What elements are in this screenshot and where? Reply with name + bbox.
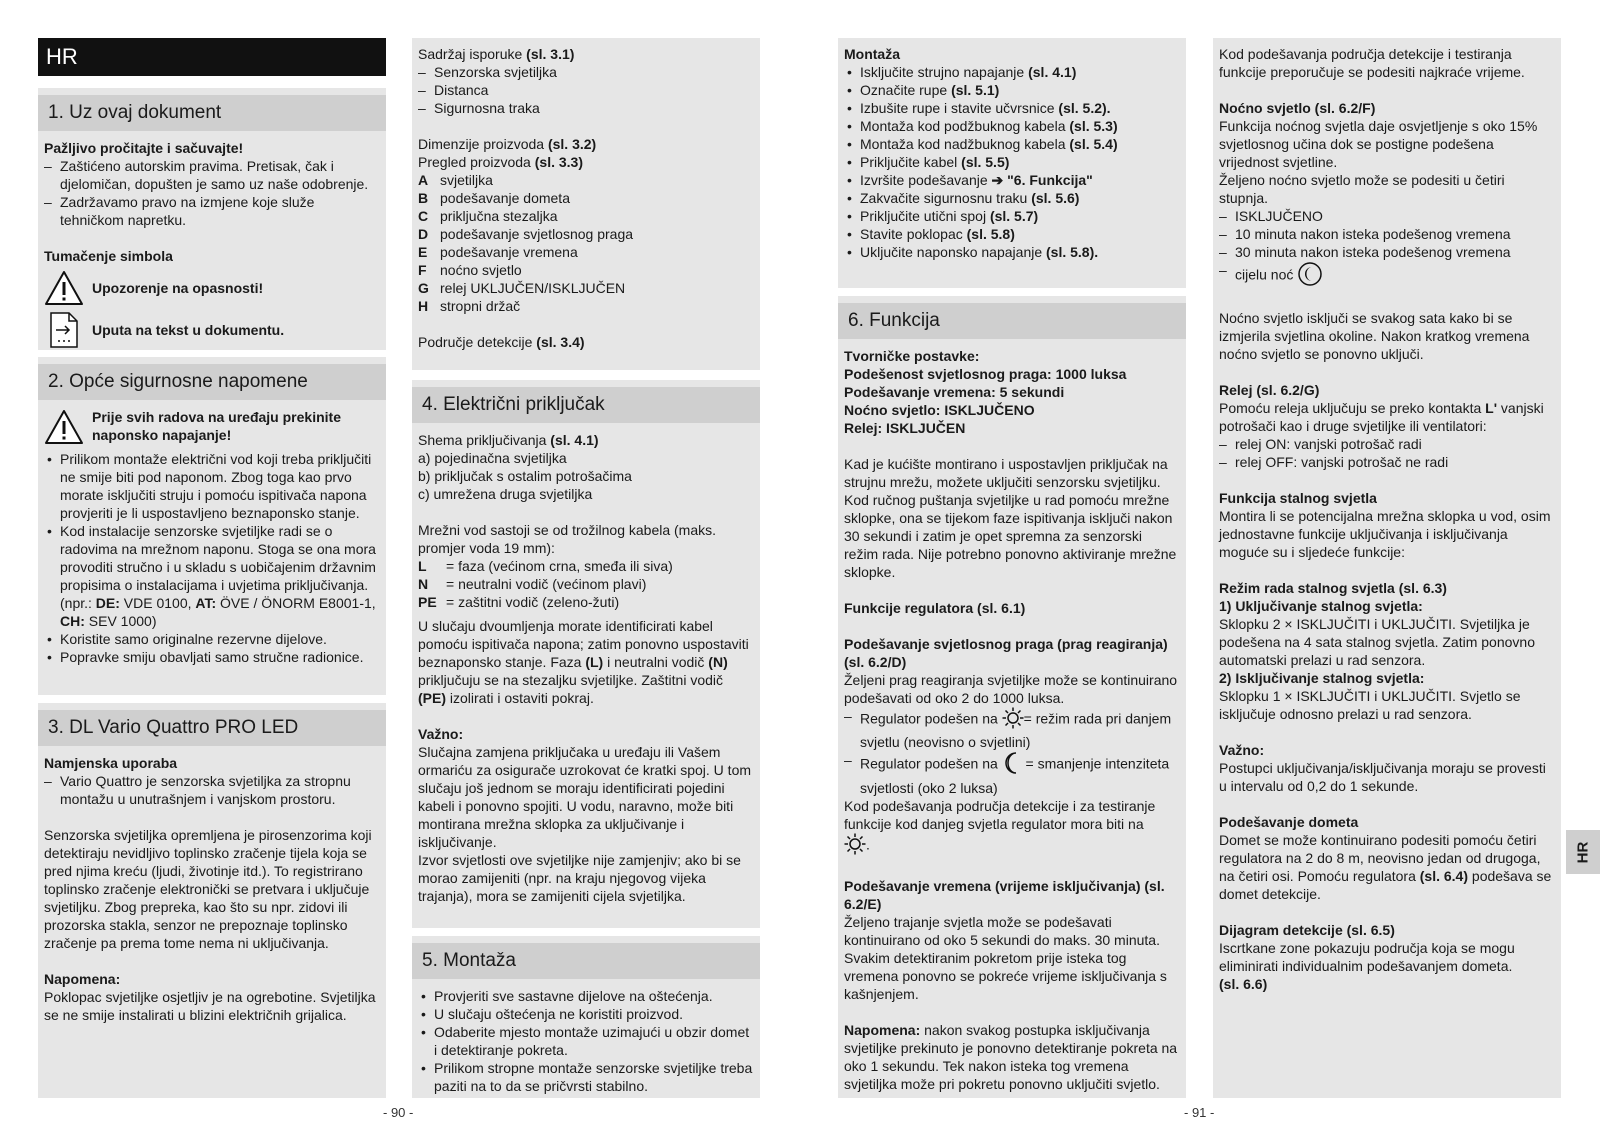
- language-side-tab: HR: [1566, 830, 1600, 874]
- symbol-warning: Upozorenje na opasnosti!: [44, 269, 380, 307]
- delivery-list: – Senzorska svjetiljka – Distanca – Sigurnosna traka: [418, 63, 754, 117]
- section-title: 3. DL Vario Quattro PRO LED: [38, 710, 386, 746]
- warning-triangle-icon: [44, 408, 84, 446]
- mount-step-list: • Isključite strujno napajanje (sl. 4.1) • Označite rupe (sl. 5.1) • Izbušite rupe i stavite učvrsnice (sl. 5.2). • Montaža kod podžbuknog kabela (sl. 5.3) • Montaža kod nadžbuknog kabela (sl. 5.4) • Priključite kabel (sl. 5.5) • Izvršite podešavanje ➔ "6. Funkcija" • Zakvačite sigurnosnu traku (sl. 5.6) • Priključite utični spoj (sl. 5.7) • Stavite poklopac (sl. 5.8) • Uključite naponsko napajanje (sl. 5.8).: [844, 63, 1180, 261]
- section-mount-steps: Montaža • Isključite strujno napajanje (sl. 4.1) • Označite rupe (sl. 5.1) • Izbušite rupe i stavite učvrsnice (sl. 5.2). • Montaža kod podžbuknog kabela (sl. 5.3) • Montaža kod nadžbuknog kabela (sl. 5.4) • Priključite kabel (sl. 5.5) • Izvršite podešavanje ➔ "6. Funkcija" • Zakvačite sigurnosnu traku (sl. 5.6) • Priključite utični spoj (sl. 5.7) • Stavite poklopac (sl. 5.8) • Uključite naponsko napajanje (sl. 5.8).: [838, 38, 1186, 288]
- copyright-list: – Zaštićeno autorskim pravima. Pretisak, čak i djelomičan, dopušten je samo uz naše odobrenje. – Zadržavamo pravo na izmjene koje služe tehničkom napretku.: [44, 157, 380, 229]
- section-scope: Sadržaj isporuke (sl. 3.1) – Senzorska svjetiljka – Distanca – Sigurnosna traka Dimenzije proizvoda (sl. 3.2) Pregled proizvoda (sl. 3.3) A svjetiljka B podešavanje dometa C priključna stezaljka D podešavanje svjetlosnog praga E podešavanje vremena F noćno svjetlo G relej UKLJUČEN/ISKLJUČEN H stropni držač Područje detekcije (sl. 3.4): [412, 38, 760, 370]
- section-title: 1. Uz ovaj dokument: [38, 95, 386, 131]
- mounting-checks: • Provjeriti sve sastavne dijelove na oštećenja. • U slučaju oštećenja ne koristiti proizvod. • Odaberite mjesto montaže uzimajući u obzir domet i detektiranje pokreta. • Prilikom stropne montaže senzorske svjetiljke treba paziti na to da se pričvrsti stabilno.: [418, 987, 754, 1095]
- sun-icon: [1002, 707, 1024, 733]
- page-number-left: - 90 -: [383, 1105, 414, 1120]
- section-mounting: [412, 936, 760, 1098]
- section-function-cont: Kod podešavanja područja detekcije i testiranja funkcije preporučuje se podesiti najkraće vrijeme. Noćno svjetlo (sl. 6.2/F) Funkcija noćnog svjetla daje osvjetljenje s oko 15% svjetlosnog učina dok se postigne podešena vrijednost svjetline. Željeno noćno svjetlo može se podesiti u četiri stupnja. – ISKLJUČENO – 10 minuta nakon isteka podešenog vremena – 30 minuta nakon isteka podešenog vremena – cijelu noć Noćno svjetlo isključi se svakog sata kako bi se izmjerila svjetlina okoline. Nakon kratkog vremena noćno svjetlo se ponovno uključi. Relej (sl. 6.2/G) Pomoću releja uključuju se preko kontakta L' vanjski potrošači kao i druge svjetiljke ili ventilatori: – relej ON: vanjski potrošač radi – relej OFF: vanjski potrošač ne radi Funkcija stalnog svjetla Montira li se potencijalna mrežna sklopka u vod, osim jednostavne funkcije uključivanja i isključivanja moguće su i sljedeće funkcije: Režim rada stalnog svjetla (sl. 6.3) 1) Uključivanje stalnog svjetla: Sklopku 2 × ISKLJUČITI i UKLJUČITI. Svjetiljka je podešena na 4 sata stalnog svjetla. Zatim ponovno automatski prelazi u rad senzora. 2) Isključivanje stalnog svjetla: Sklopku 1 × ISKLJUČITI i UKLJUČITI. Svjetlo se isključuje odnosno prelazi u rad senzora. Važno: Postupci uključivanja/isključivanja moraju se provesti u intervalu od 0,2 do 1 sekunde. Podešavanje dometa Domet se može kontinuirano podesiti pomoću četiri regulatora na 2 do 8 m, neovisno jedan od drugoga, na četiri osi. Pomoću regulatora (sl. 6.4) podešava se domet detekcije. Dijagram detekcije (sl. 6.5) Iscrtkane zone pokazuju područja koja se mogu eliminirati individualnim podešavanjem dometa. (sl. 6.6): [1213, 38, 1561, 1098]
- section-document: 1. Uz ovaj dokument Pažljivo pročitajte i sačuvajte! – Zaštićeno autorskim pravima. Pretisak, čak i djelomičan, dopušten je samo uz naše odobrenje. – Zadržavamo pravo na izmjene koje služe tehničkom napretku. Tumačenje simbola Upozorenje na opasnosti! Uputa na tekst u dokumentu.: [38, 88, 386, 350]
- moon-clock-icon: [1297, 261, 1323, 291]
- warning-triangle-icon: [44, 269, 84, 307]
- section-safety: [38, 357, 386, 695]
- moon-icon: [1002, 751, 1022, 779]
- section-title: 5. Montaža: [412, 943, 760, 979]
- sun-icon: [844, 833, 866, 859]
- relay-options: – relej ON: vanjski potrošač radi – relej OFF: vanjski potrošač ne radi: [1219, 435, 1555, 471]
- section-title: 2. Opće sigurnosne napomene: [38, 364, 386, 400]
- safety-warning: Prije svih radova na uređaju prekinite naponsko napajanje!: [44, 408, 380, 446]
- parts-list: A svjetiljka B podešavanje dometa C priključna stezaljka D podešavanje svjetlosnog praga E podešavanje vremena F noćno svjetlo G relej UKLJUČEN/ISKLJUČEN H stropni držač: [418, 172, 634, 314]
- safety-list: • Prilikom montaže električni vod koji treba priključiti ne smije biti pod naponom. Zbog toga kao prvo morate isključiti struju i pomoću ispitivača napona provjeriti je li uspostavljeno beznaponsko stanje. • Kod instalacije senzorske svjetiljke radi se o radovima na mrežnom naponu. Stoga se ona mora provoditi stručno i u skladu s uobičajenim državnim propisima o instalacijama i uvjetima priključivanja. (npr.: DE: VDE 0100, AT: ÖVE / ÖNORM E8001-1, CH: SEV 1000) • Koristite samo originalne rezervne dijelove. • Popravke smiju obavljati samo stručne radionice.: [44, 450, 380, 666]
- page-number-right: - 91 -: [1184, 1105, 1215, 1120]
- section-electrical: 4. Električni priključak Shema priključivanja (sl. 4.1) a) pojedinačna svjetiljka b) priključak s ostalim potrošačima c) umrežena druga svjetiljka Mrežni vod sastoji se od trožilnog kabela (maks. promjer voda 19 mm): L = faza (većinom crna, smeđa ili siva) N = neutralni vodič (većinom plavi) PE = zaštitni vodič (zeleno-žuti) U slučaju dvoumljenja morate identificirati kabel pomoću ispitivača napona; zatim ponovno uspostaviti beznaponsko stanje. Faza (L) i neutralni vodič (N) priključuju se na stezaljku svjetiljke. Zaštitni vodič (PE) izolirati i ostaviti pokraj. Važno: Slučajna zamjena priključaka u uređaju ili Vašem ormariću za osigurače uzrokovat će kratki spoj. U tom slučaju još jednom se moraju identificirati pojedini kabeli i ponovno spojiti. U vodu, naravno, može biti montirana mrežna sklopka za uključivanje i isključivanje. Izvor svjetlosti ove svjetiljke nije zamjenjiv; ako bi se morao zamijeniti (npr. na kraju njegovog vijeka trajanja), mora se zamijeniti cijela svjetiljka.: [412, 380, 760, 928]
- factory-settings: Tvorničke postavke: Podešenost svjetlosnog praga: 1000 luksa Podešavanje vremena: 5 sekundi Noćno svjetlo: ISKLJUČENO Relej: ISKLJUČEN: [844, 348, 1127, 436]
- language-header: HR: [38, 38, 386, 76]
- section-product: 3. DL Vario Quattro PRO LED Namjenska uporaba – Vario Quattro je senzorska svjetiljka za stropnu montažu u unutrašnjem i vanjskom prostoru. Senzorska svjetiljka opremljena je pirosenzorima koji detektiraju nevidljivo toplinsko zračenje tijela koja se pred njima kreću (ljudi, životinje itd.). To registrirano toplinsko zračenje elektronički se pretvara i uključuje svjetiljku. Zbog prepreka, kao što su npr. zidovi ili prozorska stakla, senzor ne prepoznaje toplinsko zračenje pa prema tome nema ni uključivanja. Napomena: Poklopac svjetiljke osjetljiv je na ogrebotine. Svjetiljka se ne smije instalirati u blizini električnih grijalica.: [38, 703, 386, 1098]
- section-title: 6. Funkcija: [838, 303, 1186, 339]
- document-reference-icon: [44, 311, 84, 349]
- symbol-reference: Uputa na tekst u dokumentu.: [44, 311, 380, 349]
- night-light-options: – ISKLJUČENO – 10 minuta nakon isteka podešenog vremena – 30 minuta nakon isteka podešenog vremena – cijelu noć: [1219, 207, 1555, 291]
- section-function: 6. Funkcija Tvorničke postavke: Podešenost svjetlosnog praga: 1000 luksa Podešavanje vremena: 5 sekundi Noćno svjetlo: ISKLJUČENO Relej: ISKLJUČEN Kad je kućište montirano i uspostavljen priključak na strujnu mrežu, možete uključiti senzorsku svjetiljku. Kod ručnog puštanja svjetiljke u rad pomoću mrežne sklopke, ona se tijekom faze ispitivanja isključi nakon 30 sekundi i zatim je opet spremna za senzorski režim rada. Nije potrebno ponovno aktiviranje mrežne sklopke. Funkcije regulatora (sl. 6.1) Podešavanje svjetlosnog praga (prag reagiranja) (sl. 6.2/D) Željeni prag reagiranja svjetiljke može se kontinuirano podešavati od oko 2 do 1000 luksa. – Regulator podešen na = režim rada pri danjem svjetlu (neovisno o svjetlini) – Regulator podešen na = smanjenje intenziteta svjetlosti (oko 2 luksa) Kod podešavanja područja detekcije i za testiranje funkcije kod danjeg svjetla regulator mora biti na . Podešavanje vremena (vrijeme isključivanja) (sl. 6.2/E) Željeno trajanje svjetla može se podešavati kontinuirano od oko 5 sekundi do maks. 30 minuta. Svakim detektiranim pokretom prije isteka tog vremena ponovno se pokreće vrijeme isključivanja s kašnjenjem. Napomena: nakon svakog postupka isključivanja svjetiljke prekinuto je ponovno detektiranje pokreta na oko 1 sekundu. Tek nakon isteka tog vremena svjetiljka može pri pokretu ponovno uključiti svjetlo.: [838, 296, 1186, 1098]
- section-title: 4. Električni priključak: [412, 387, 760, 423]
